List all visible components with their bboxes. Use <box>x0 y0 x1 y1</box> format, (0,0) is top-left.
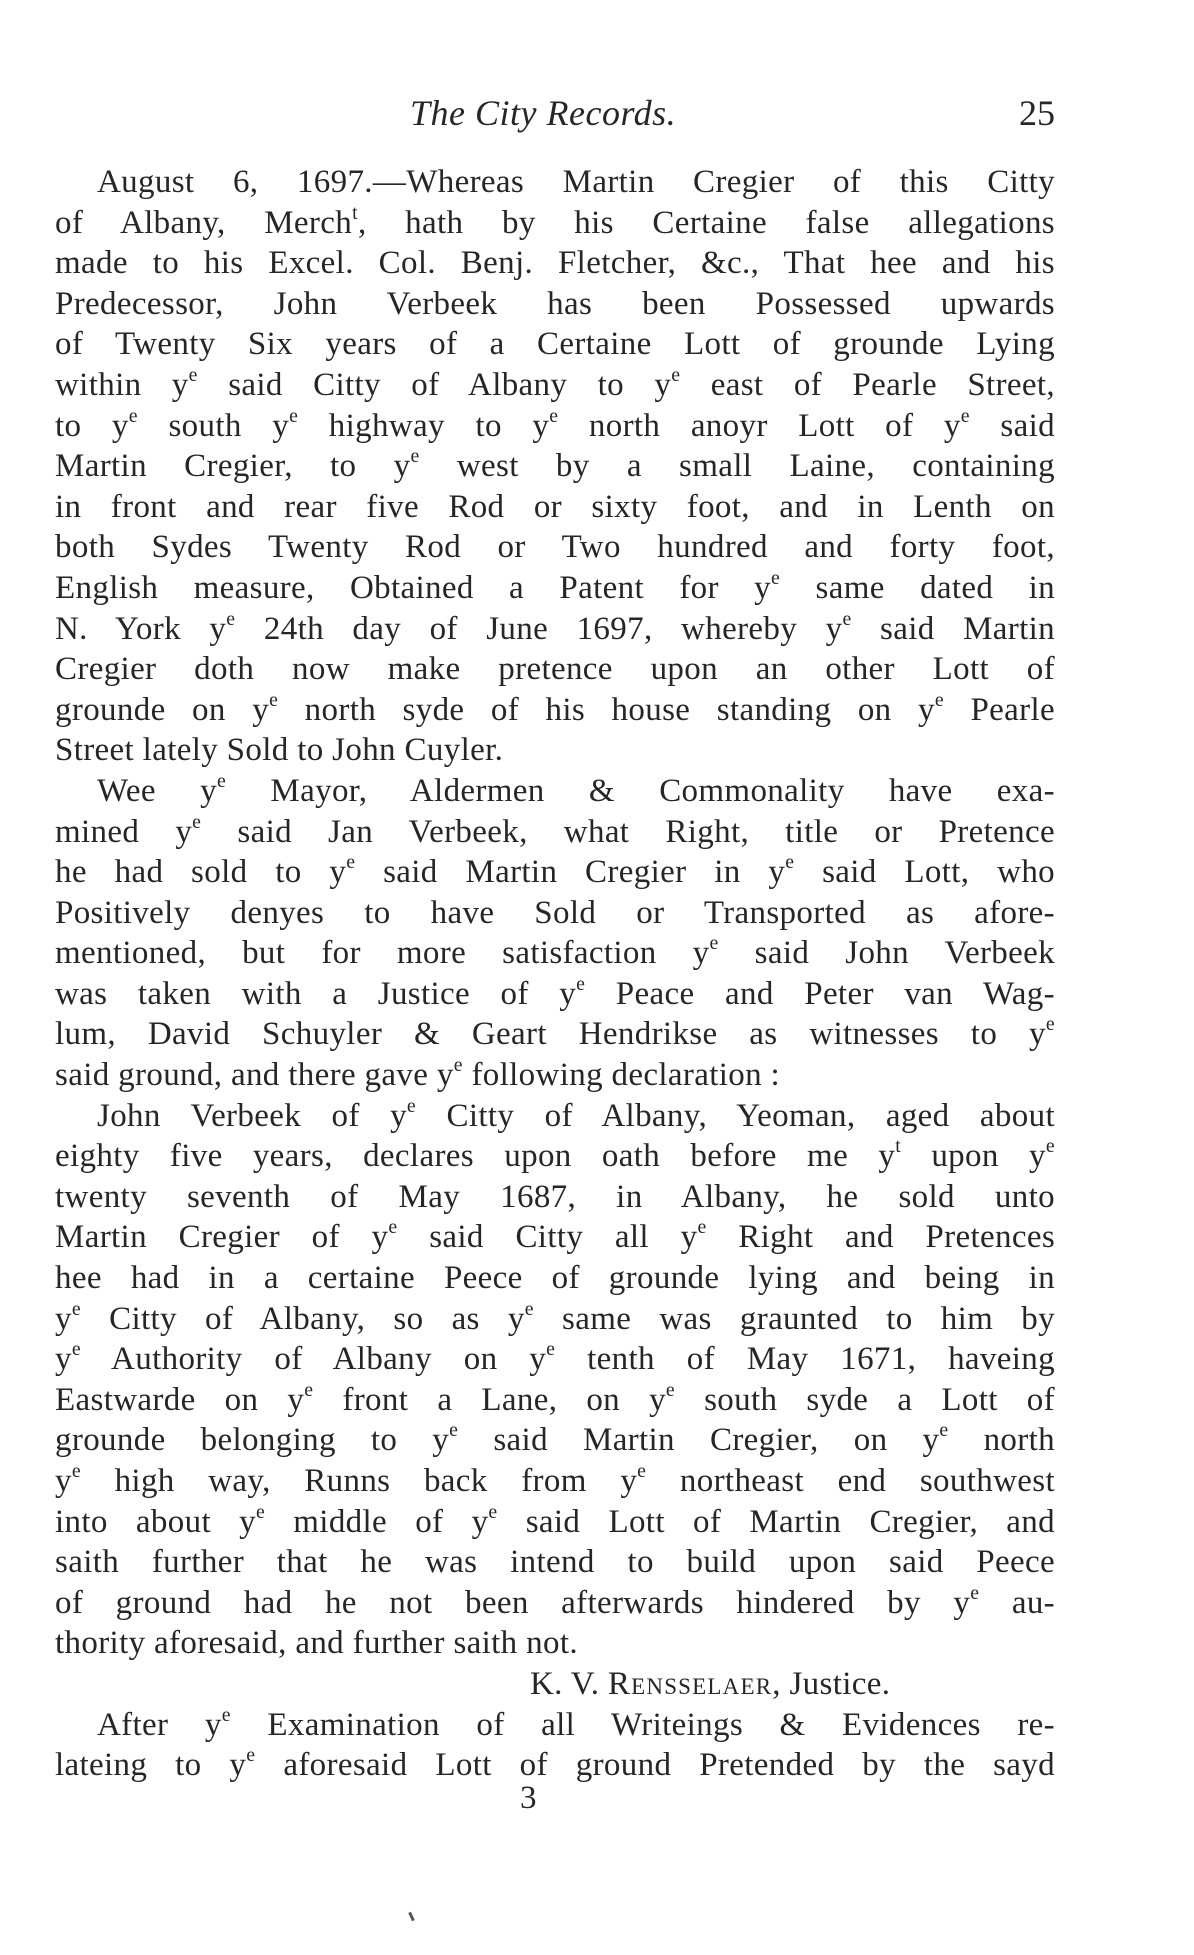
body-text <box>55 162 1055 1786</box>
text-line: of ground had he not been afterwards hindered by $y^e$ au- <box>55 1582 1055 1621</box>
text-line: August 6, 1697.—Whereas Martin Cregier of this Citty <box>97 164 1055 200</box>
text-line: John Verbeek of $y^e$ Citty of Albany, Yeoman, aged about <box>97 1095 1055 1134</box>
text-line: made to his Excel. Col. Benj. Fletcher, &c., That hee and his <box>55 245 1055 282</box>
text-line: Cregier doth now make pretence upon an other Lott of <box>55 651 1055 688</box>
text-line: within $y^e$ said Citty of Albany to $y^e$ east of Pearle Street, <box>55 364 1055 403</box>
text-line: into about $y^e$ middle of $y^e$ said Lott of Martin Cregier, and <box>55 1501 1055 1540</box>
text-line: $y^e$ high way, Runns back from $y^e$ northeast end southwest <box>55 1461 1055 1499</box>
text-line: Predecessor, John Verbeek has been Possessed upwards <box>55 285 1055 322</box>
text-line: Positively denyes to have Sold or Transported as afore- <box>55 894 1055 931</box>
text-line: was taken with a Justice of $y^e$ Peace and Peter van Wag- <box>55 973 1055 1012</box>
text-line: Street lately Sold to John Cuyler. <box>55 732 504 769</box>
signature-prefix: K. V. <box>530 1665 608 1702</box>
text-line: mined $y^e$ said Jan Verbeek, what Right, title or Pretence <box>55 811 1055 850</box>
text-line: $y^e$ Citty of Albany, so as $y^e$ same was graunted to him by <box>55 1298 1055 1337</box>
text-line: Martin Cregier of $y^e$ said Citty all $y^e$ Right and Pretences <box>55 1217 1055 1256</box>
text-line: Eastwarde on $y^e$ front a Lane, on $y^e$ south syde a Lott of <box>55 1379 1055 1418</box>
text-line: said ground, and there gave $y^e$ following declaration : <box>55 1055 781 1094</box>
text-line: English measure, Obtained a Patent for $y^e$ same dated in <box>55 567 1055 606</box>
text-line: saith further that he was intend to build upon said Peece <box>55 1544 1055 1581</box>
text-line: eighty five years, declares upon oath before me $y^t$ upon $y^e$ <box>55 1136 1055 1175</box>
text-line: mentioned, but for more satisfaction $y^e$ said John Verbeek <box>55 933 1055 972</box>
text-line: he had sold to $y^e$ said Martin Cregier in $y^e$ said Lott, who <box>55 852 1055 891</box>
text-line: twenty seventh of May 1687, in Albany, he sold unto <box>55 1178 1055 1215</box>
text-line: in front and rear five Rod or sixty foot, and in Lenth on <box>55 488 1055 525</box>
text-line: N. York $y^e$ 24th day of June 1697, whereby $y^e$ said Martin <box>55 608 1055 647</box>
stray-ink-mark <box>408 1912 415 1921</box>
text-line: grounde on $y^e$ north syde of his house standing on $y^e$ Pearle <box>55 689 1055 728</box>
text-line: of Albany, Merch$^t$, hath by his Certaine false allegations <box>55 202 1055 241</box>
text-line: Wee $y^e$ Mayor, Aldermen & Commonality have exa- <box>97 770 1055 809</box>
text-line: both Sydes Twenty Rod or Two hundred and forty foot, <box>55 529 1055 566</box>
text-line: to $y^e$ south $y^e$ highway to $y^e$ north anoyr Lott of $y^e$ said <box>55 405 1055 444</box>
signature-suffix: , Justice. <box>772 1665 891 1702</box>
text-line: $y^e$ Authority of Albany on $y^e$ tenth of May 1671, haveing <box>55 1339 1055 1378</box>
text-line: lateing to $y^e$ aforesaid Lott of ground Pretended by the sayd <box>55 1745 1055 1784</box>
page-number: 25 <box>1019 93 1055 133</box>
text-line: of Twenty Six years of a Certaine Lott of grounde Lying <box>55 326 1055 363</box>
text-line: hee had in a certaine Peece of grounde lying and being in <box>55 1260 1055 1297</box>
signature-mark: 3 <box>520 1780 537 1816</box>
text-line: After $y^e$ Examination of all Writeings & Evidences re- <box>97 1704 1055 1743</box>
text-line: thority aforesaid, and further saith not. <box>55 1625 578 1662</box>
page-title: The City Records. <box>410 93 677 133</box>
signature <box>55 1664 1055 1705</box>
running-head <box>55 92 1055 142</box>
text-line: Martin Cregier, to $y^e$ west by a small Laine, containing <box>55 446 1055 485</box>
text-line: grounde belonging to $y^e$ said Martin Cregier, on $y^e$ north <box>55 1420 1055 1459</box>
text-line: lum, David Schuyler & Geart Hendrikse as witnesses to $y^e$ <box>55 1014 1055 1053</box>
signature-name: Rensselaer <box>607 1665 773 1702</box>
